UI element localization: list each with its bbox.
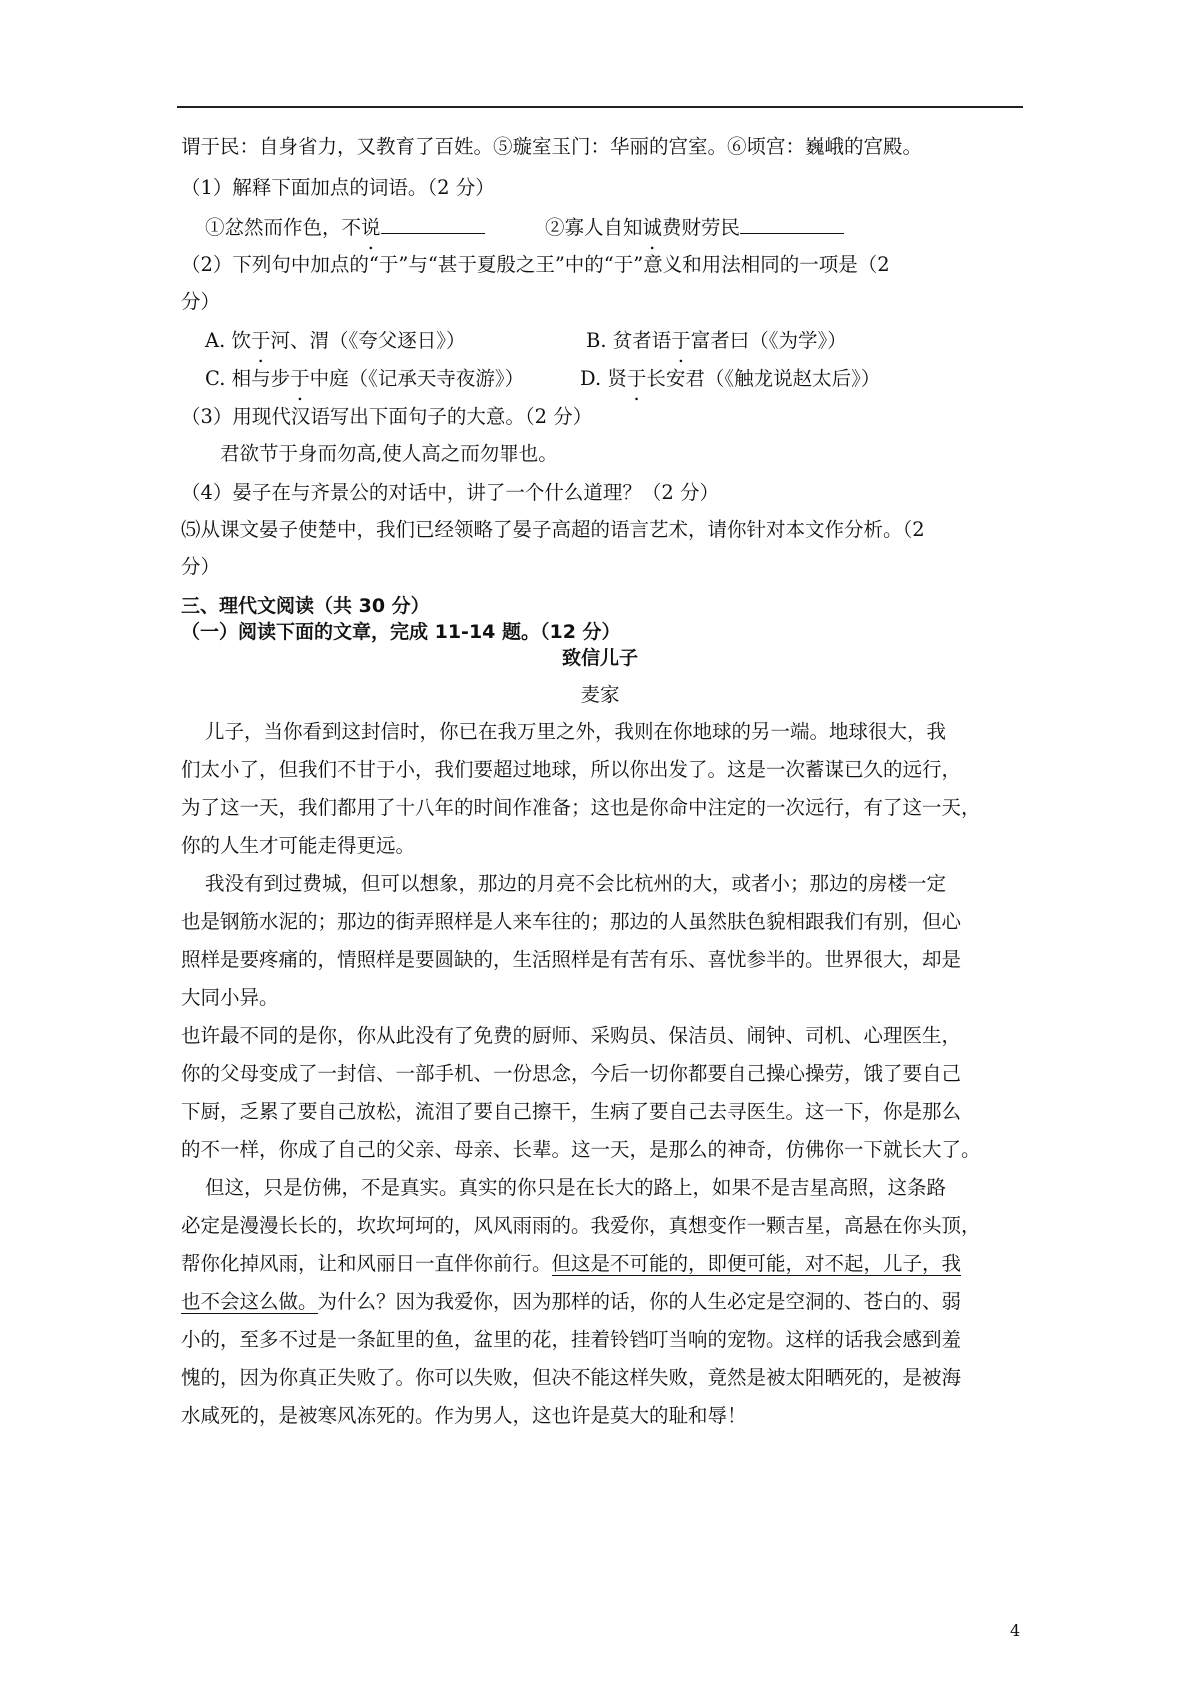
q2-title: （2）下列句中加点的“于”与“甚于夏殷之王”中的“于”意义和用法相同的一项是（2 <box>181 253 890 276</box>
article-line: 照样是要疼痛的，情照样是要圆缺的，生活照样是有苦有乐、喜忧参半的。世界很大，却是 <box>181 948 962 971</box>
article-line: 你的人生才可能走得更远。 <box>181 834 416 857</box>
q1-item1-dot: 说 <box>361 216 381 239</box>
q1-items <box>205 215 844 241</box>
article-line: 也是钢筋水泥的；那边的街弄照样是人来车往的；那边的人虽然肤色貌相跟我们有别，但心 <box>181 910 962 933</box>
header-rule <box>177 106 1023 108</box>
q2-option-b: B. 贫者语于富者曰（《为学》） <box>586 329 847 352</box>
article-line: 你的父母变成了一封信、一部手机、一份思念，今后一切你都要自己操心操劳，饿了要自己 <box>181 1062 962 1085</box>
note-line: 谓于民：自身省力，又教育了百姓。⑤璇室玉门：华丽的宫室。⑥顷宫：巍峨的宫殿。 <box>181 135 923 158</box>
article-text: 帮你化掉风雨，让和风丽日一直伴你前行。 <box>181 1252 552 1275</box>
section-title: 三、理代文阅读（共 30 分） <box>181 595 430 617</box>
q1-item2-post: 费财劳民 <box>661 216 740 239</box>
article-line <box>181 1251 961 1277</box>
q5-title: ⑸从课文晏子使楚中，我们已经领略了晏子高超的语言艺术，请你针对本文作分析。（2 <box>181 518 925 541</box>
q2-title-cont: 分） <box>181 290 221 313</box>
article-line: 的不一样，你成了自己的父亲、母亲、长辈。这一天，是那么的神奇，仿佛你一下就长大了。 <box>181 1138 981 1161</box>
article-text: 为什么？因为我爱你，因为那样的话，你的人生必定是空洞的、苍白的、弱 <box>317 1290 962 1313</box>
q2-option-c: C. 相与步于中庭（《记承天寺夜游》） <box>205 367 525 390</box>
q1-title: （1）解释下面加点的词语。（2 分） <box>181 176 495 199</box>
q3-title: （3）用现代汉语写出下面句子的大意。（2 分） <box>181 405 593 428</box>
article-title: 致信儿子 <box>561 647 638 669</box>
page-number: 4 <box>1010 1621 1021 1640</box>
answer-blank-2[interactable] <box>740 215 844 234</box>
q5-title-cont: 分） <box>181 555 221 578</box>
article-line: 为了这一天，我们都用了十八年的时间作准备；这也是你命中注定的一次远行，有了这一天， <box>181 796 981 819</box>
article-line: 儿子，当你看到这封信时，你已在我万里之外，我则在你地球的另一端。地球很大，我 <box>205 720 947 743</box>
q4-title: （4）晏子在与齐景公的对话中，讲了一个什么道理？（2 分） <box>181 481 720 504</box>
article-line: 水咸死的，是被寒风冻死的。作为男人，这也许是莫大的耻和辱！ <box>181 1404 747 1427</box>
article-line: 们太小了，但我们不甘于小，我们要超过地球，所以你出发了。这是一次蓄谋已久的远行， <box>181 758 962 781</box>
article-line: 大同小异。 <box>181 986 279 1009</box>
q1-item2-dot: 诚 <box>642 216 662 239</box>
article-line: 必定是漫漫长长的，坎坎坷坷的，风风雨雨的。我爱你，真想变作一颗吉星，高悬在你头顶， <box>181 1214 981 1237</box>
article-line: 但这，只是仿佛，不是真实。真实的你只是在长大的路上，如果不是吉星高照，这条路 <box>205 1176 947 1199</box>
article-line: 我没有到过费城，但可以想象，那边的月亮不会比杭州的大，或者小；那边的房楼一定 <box>205 872 947 895</box>
article-line: 愧的，因为你真正失败了。你可以失败，但决不能这样失败，竟然是被太阳晒死的，是被海 <box>181 1366 962 1389</box>
q1-item2-text: ②寡人自知 <box>544 216 643 239</box>
article-line: 也许最不同的是你，你从此没有了免费的厨师、采购员、保洁员、闹钟、司机、心理医生， <box>181 1024 962 1047</box>
underlined-sentence: 但这是不可能的，即便可能，对不起，儿子，我 <box>551 1252 962 1275</box>
article-line <box>181 1289 961 1315</box>
q2-option-d: D. 贤于长安君（《触龙说赵太后》） <box>580 367 881 390</box>
q3-sentence: 君欲节于身而勿高,使人高之而勿罪也。 <box>220 442 558 465</box>
article-author: 麦家 <box>580 683 620 706</box>
q2-option-a: A. 饮于河、渭（《夸父逐日》） <box>205 329 466 352</box>
section-subtitle: （一）阅读下面的文章，完成 11-14 题。（12 分） <box>181 621 621 643</box>
article-line: 小的，至多不过是一条缸里的鱼，盆里的花，挂着铃铛叮当响的宠物。这样的话我会感到羞 <box>181 1328 962 1351</box>
article-line: 下厨，乏累了要自己放松，流泪了要自己擦干，生病了要自己去寻医生。这一下，你是那么 <box>181 1100 962 1123</box>
q1-item1-text: ①忿然而作色，不 <box>205 216 362 239</box>
answer-blank-1[interactable] <box>381 215 485 234</box>
underlined-sentence-cont: 也不会这么做。 <box>181 1290 318 1313</box>
